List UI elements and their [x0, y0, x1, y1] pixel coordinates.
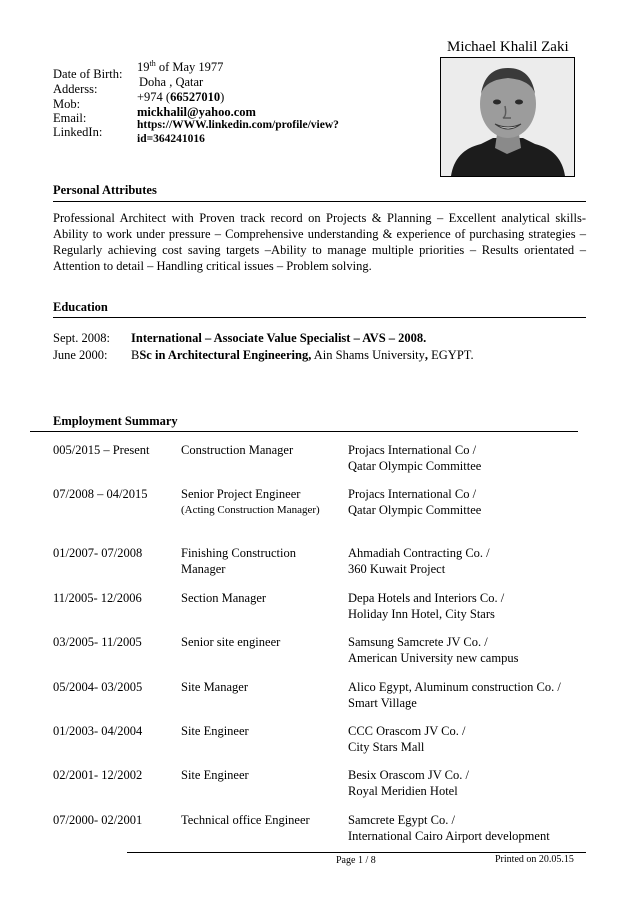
- mob-value: +974 (66527010): [137, 90, 225, 104]
- employment-project: American University new campus: [348, 651, 519, 665]
- employment-title: Technical office Engineer: [181, 813, 310, 827]
- employment-title: Construction Manager: [181, 443, 294, 457]
- email-label: Email:: [53, 111, 87, 125]
- employment-company: Alico Egypt, Aluminum construction Co. /: [348, 680, 561, 694]
- candidate-name: Michael Khalil Zaki: [447, 39, 569, 55]
- employment-title-secondary: Manager: [181, 562, 226, 576]
- employment-title: Site Manager: [181, 680, 248, 694]
- printed-date: Printed on 20.05.15: [495, 854, 574, 865]
- section-divider: [30, 431, 578, 432]
- employment-date: 005/2015 – Present: [53, 443, 150, 457]
- page-number: Page 1 / 8: [336, 855, 376, 866]
- linkedin-value-line2[interactable]: id=364241016: [137, 133, 205, 145]
- employment-title: Section Manager: [181, 591, 267, 605]
- employment-project: Qatar Olympic Committee: [348, 503, 482, 517]
- employment-title: Site Engineer: [181, 724, 249, 738]
- employment-company: Samcrete Egypt Co. /: [348, 813, 455, 827]
- education-date: Sept. 2008:: [53, 331, 110, 345]
- employment-project: Holiday Inn Hotel, City Stars: [348, 607, 495, 621]
- employment-date: 02/2001- 12/2002: [53, 768, 143, 782]
- employment-date: 05/2004- 03/2005: [53, 680, 143, 694]
- section-divider: [53, 201, 586, 202]
- employment-date: 07/2008 – 04/2015: [53, 487, 148, 501]
- dob-label: Date of Birth:: [53, 67, 123, 81]
- person-portrait-icon: [441, 58, 574, 176]
- education-heading: Education: [53, 300, 108, 314]
- employment-company: Projacs International Co /: [348, 443, 477, 457]
- education-date: June 2000:: [53, 348, 108, 362]
- employment-date: 01/2007- 07/2008: [53, 546, 143, 560]
- employment-date: 01/2003- 04/2004: [53, 724, 143, 738]
- employment-date: 07/2000- 02/2001: [53, 813, 143, 827]
- education-degree: BSc in Architectural Engineering, Ain Shams University, EGYPT.: [131, 348, 474, 362]
- employment-company: Ahmadiah Contracting Co. /: [348, 546, 490, 560]
- employment-project: City Stars Mall: [348, 740, 425, 754]
- personal-attributes-text: Professional Architect with Proven track record on Projects & Planning – Excellent analytical skills- Ability to work under pressure – Comprehensive understanding & experience of purchasing strategies – Regularly achieving cost saving targets –Ability to manage multiple priorities – Results orientated – Attention to detail – Handling critical issues – Problem solving.: [53, 211, 586, 273]
- address-value: Doha , Qatar: [139, 75, 204, 89]
- employment-company: CCC Orascom JV Co. /: [348, 724, 466, 738]
- section-divider: [53, 317, 586, 318]
- employment-title: Finishing Construction: [181, 546, 296, 560]
- employment-company: Projacs International Co /: [348, 487, 477, 501]
- employment-project: 360 Kuwait Project: [348, 562, 446, 576]
- education-degree: International – Associate Value Specialist – AVS – 2008.: [131, 331, 427, 345]
- employment-title: Site Engineer: [181, 768, 249, 782]
- email-value[interactable]: mickhalil@yahoo.com: [137, 105, 256, 119]
- employment-company: Besix Orascom JV Co. /: [348, 768, 469, 782]
- employment-title: Senior Project Engineer: [181, 487, 301, 501]
- linkedin-value-line1[interactable]: https://WWW.linkedin.com/profile/view?: [137, 119, 339, 131]
- employment-company: Depa Hotels and Interiors Co. /: [348, 591, 505, 605]
- employment-title-secondary: (Acting Construction Manager): [181, 504, 320, 516]
- employment-title: Senior site engineer: [181, 635, 281, 649]
- mob-label: Mob:: [53, 97, 81, 111]
- employment-date: 03/2005- 11/2005: [53, 635, 142, 649]
- employment-project: Royal Meridien Hotel: [348, 784, 458, 798]
- dob-value: 19th of May 1977: [137, 58, 224, 74]
- employment-project: Qatar Olympic Committee: [348, 459, 482, 473]
- linkedin-label: LinkedIn:: [53, 125, 103, 139]
- employment-company: Samsung Samcrete JV Co. /: [348, 635, 488, 649]
- employment-project: International Cairo Airport development: [348, 829, 550, 843]
- employment-date: 11/2005- 12/2006: [53, 591, 142, 605]
- employment-project: Smart Village: [348, 696, 417, 710]
- address-label: Adderss:: [53, 82, 98, 96]
- footer-divider: [127, 852, 586, 853]
- employment-summary-heading: Employment Summary: [53, 414, 178, 428]
- profile-photo: [440, 57, 575, 177]
- personal-attributes-heading: Personal Attributes: [53, 183, 157, 197]
